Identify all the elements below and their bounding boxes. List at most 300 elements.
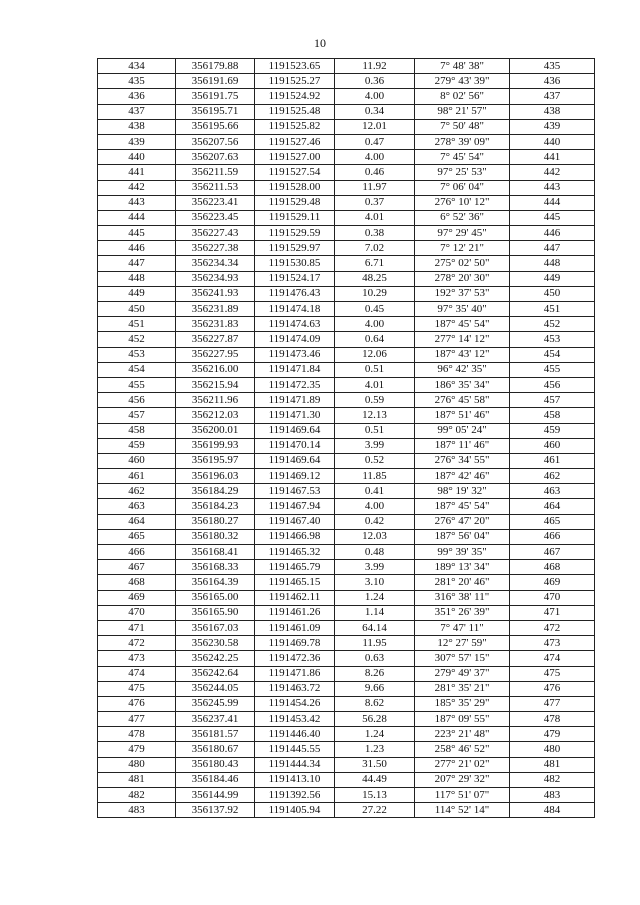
point-to-cell: 481 [510, 757, 595, 772]
y-coordinate-cell: 1191445.55 [255, 742, 335, 757]
bearing-cell: 114° 52' 14" [415, 803, 510, 818]
y-coordinate-cell: 1191527.54 [255, 165, 335, 180]
point-to-cell: 483 [510, 788, 595, 803]
distance-cell: 11.92 [335, 59, 415, 74]
point-from-cell: 463 [98, 499, 176, 514]
distance-cell: 1.14 [335, 605, 415, 620]
point-from-cell: 479 [98, 742, 176, 757]
table-row [98, 210, 595, 225]
bearing-cell: 97° 29' 45" [415, 226, 510, 241]
bearing-cell: 7° 45' 54" [415, 150, 510, 165]
y-coordinate-cell: 1191525.27 [255, 74, 335, 89]
distance-cell: 0.51 [335, 362, 415, 377]
point-from-cell: 468 [98, 575, 176, 590]
point-from-cell: 448 [98, 271, 176, 286]
y-coordinate-cell: 1191474.18 [255, 302, 335, 317]
x-coordinate-cell: 356245.99 [176, 696, 255, 711]
table-row [98, 332, 595, 347]
x-coordinate-cell: 356242.64 [176, 666, 255, 681]
bearing-cell: 276° 47' 20" [415, 514, 510, 529]
y-coordinate-cell: 1191523.65 [255, 59, 335, 74]
point-from-cell: 447 [98, 256, 176, 271]
distance-cell: 10.29 [335, 286, 415, 301]
point-from-cell: 453 [98, 347, 176, 362]
bearing-cell: 276° 45' 58" [415, 393, 510, 408]
x-coordinate-cell: 356167.03 [176, 620, 255, 635]
bearing-cell: 187° 43' 12" [415, 347, 510, 362]
x-coordinate-cell: 356168.33 [176, 560, 255, 575]
y-coordinate-cell: 1191446.40 [255, 727, 335, 742]
y-coordinate-cell: 1191529.48 [255, 195, 335, 210]
point-to-cell: 467 [510, 545, 595, 560]
y-coordinate-cell: 1191466.98 [255, 529, 335, 544]
point-from-cell: 475 [98, 681, 176, 696]
point-to-cell: 456 [510, 377, 595, 392]
point-from-cell: 455 [98, 377, 176, 392]
point-from-cell: 437 [98, 104, 176, 119]
point-from-cell: 471 [98, 620, 176, 635]
bearing-cell: 187° 56' 04" [415, 529, 510, 544]
bearing-cell: 279° 43' 39" [415, 74, 510, 89]
bearing-cell: 7° 47' 11" [415, 620, 510, 635]
table-row [98, 286, 595, 301]
distance-cell: 0.52 [335, 453, 415, 468]
x-coordinate-cell: 356184.23 [176, 499, 255, 514]
table-row [98, 119, 595, 134]
point-to-cell: 461 [510, 453, 595, 468]
point-to-cell: 464 [510, 499, 595, 514]
point-from-cell: 470 [98, 605, 176, 620]
y-coordinate-cell: 1191474.63 [255, 317, 335, 332]
x-coordinate-cell: 356241.93 [176, 286, 255, 301]
y-coordinate-cell: 1191453.42 [255, 712, 335, 727]
point-to-cell: 441 [510, 150, 595, 165]
table-row [98, 681, 595, 696]
table-row [98, 165, 595, 180]
distance-cell: 0.37 [335, 195, 415, 210]
table-row [98, 104, 595, 119]
point-from-cell: 466 [98, 545, 176, 560]
point-from-cell: 449 [98, 286, 176, 301]
point-to-cell: 470 [510, 590, 595, 605]
distance-cell: 0.36 [335, 74, 415, 89]
x-coordinate-cell: 356216.00 [176, 362, 255, 377]
x-coordinate-cell: 356231.83 [176, 317, 255, 332]
point-from-cell: 457 [98, 408, 176, 423]
distance-cell: 12.01 [335, 119, 415, 134]
x-coordinate-cell: 356223.45 [176, 210, 255, 225]
distance-cell: 8.26 [335, 666, 415, 681]
point-to-cell: 459 [510, 423, 595, 438]
point-to-cell: 451 [510, 302, 595, 317]
point-to-cell: 435 [510, 59, 595, 74]
bearing-cell: 276° 10' 12" [415, 195, 510, 210]
point-from-cell: 465 [98, 529, 176, 544]
point-to-cell: 462 [510, 469, 595, 484]
point-from-cell: 441 [98, 165, 176, 180]
point-to-cell: 466 [510, 529, 595, 544]
bearing-cell: 186° 35' 34" [415, 377, 510, 392]
distance-cell: 0.46 [335, 165, 415, 180]
distance-cell: 0.48 [335, 545, 415, 560]
distance-cell: 0.38 [335, 226, 415, 241]
point-from-cell: 474 [98, 666, 176, 681]
point-to-cell: 468 [510, 560, 595, 575]
point-to-cell: 475 [510, 666, 595, 681]
bearing-cell: 185° 35' 29" [415, 696, 510, 711]
x-coordinate-cell: 356211.96 [176, 393, 255, 408]
x-coordinate-cell: 356196.03 [176, 469, 255, 484]
x-coordinate-cell: 356179.88 [176, 59, 255, 74]
bearing-cell: 187° 11' 46" [415, 438, 510, 453]
distance-cell: 0.41 [335, 484, 415, 499]
point-to-cell: 480 [510, 742, 595, 757]
x-coordinate-cell: 356234.93 [176, 271, 255, 286]
distance-cell: 9.66 [335, 681, 415, 696]
bearing-cell: 98° 19' 32" [415, 484, 510, 499]
table-row [98, 393, 595, 408]
point-to-cell: 484 [510, 803, 595, 818]
y-coordinate-cell: 1191469.12 [255, 469, 335, 484]
distance-cell: 11.95 [335, 636, 415, 651]
table-row [98, 696, 595, 711]
y-coordinate-cell: 1191530.85 [255, 256, 335, 271]
point-from-cell: 439 [98, 134, 176, 149]
y-coordinate-cell: 1191463.72 [255, 681, 335, 696]
point-from-cell: 452 [98, 332, 176, 347]
table-row [98, 499, 595, 514]
table-row [98, 529, 595, 544]
point-to-cell: 460 [510, 438, 595, 453]
y-coordinate-cell: 1191472.35 [255, 377, 335, 392]
bearing-cell: 187° 45' 54" [415, 317, 510, 332]
table-body [98, 59, 595, 818]
bearing-cell: 8° 02' 56" [415, 89, 510, 104]
x-coordinate-cell: 356211.59 [176, 165, 255, 180]
table-row [98, 362, 595, 377]
bearing-cell: 279° 49' 37" [415, 666, 510, 681]
y-coordinate-cell: 1191413.10 [255, 772, 335, 787]
point-to-cell: 440 [510, 134, 595, 149]
y-coordinate-cell: 1191465.32 [255, 545, 335, 560]
point-to-cell: 448 [510, 256, 595, 271]
y-coordinate-cell: 1191462.11 [255, 590, 335, 605]
point-from-cell: 434 [98, 59, 176, 74]
y-coordinate-cell: 1191476.43 [255, 286, 335, 301]
table-row [98, 438, 595, 453]
table-row [98, 742, 595, 757]
x-coordinate-cell: 356195.97 [176, 453, 255, 468]
y-coordinate-cell: 1191524.17 [255, 271, 335, 286]
x-coordinate-cell: 356165.00 [176, 590, 255, 605]
point-to-cell: 476 [510, 681, 595, 696]
table-row [98, 74, 595, 89]
point-from-cell: 483 [98, 803, 176, 818]
point-from-cell: 462 [98, 484, 176, 499]
y-coordinate-cell: 1191525.48 [255, 104, 335, 119]
bearing-cell: 223° 21' 48" [415, 727, 510, 742]
point-to-cell: 446 [510, 226, 595, 241]
point-from-cell: 467 [98, 560, 176, 575]
point-from-cell: 450 [98, 302, 176, 317]
table-row [98, 377, 595, 392]
bearing-cell: 7° 48' 38" [415, 59, 510, 74]
x-coordinate-cell: 356207.63 [176, 150, 255, 165]
distance-cell: 1.23 [335, 742, 415, 757]
y-coordinate-cell: 1191524.92 [255, 89, 335, 104]
x-coordinate-cell: 356144.99 [176, 788, 255, 803]
point-to-cell: 443 [510, 180, 595, 195]
distance-cell: 4.01 [335, 210, 415, 225]
bearing-cell: 307° 57' 15" [415, 651, 510, 666]
table-row [98, 226, 595, 241]
y-coordinate-cell: 1191529.11 [255, 210, 335, 225]
point-from-cell: 481 [98, 772, 176, 787]
point-from-cell: 477 [98, 712, 176, 727]
bearing-cell: 275° 02' 50" [415, 256, 510, 271]
distance-cell: 4.01 [335, 377, 415, 392]
bearing-cell: 187° 45' 54" [415, 499, 510, 514]
distance-cell: 12.13 [335, 408, 415, 423]
y-coordinate-cell: 1191474.09 [255, 332, 335, 347]
table-row [98, 150, 595, 165]
point-from-cell: 444 [98, 210, 176, 225]
distance-cell: 8.62 [335, 696, 415, 711]
table-row [98, 453, 595, 468]
y-coordinate-cell: 1191454.26 [255, 696, 335, 711]
x-coordinate-cell: 356211.53 [176, 180, 255, 195]
distance-cell: 6.71 [335, 256, 415, 271]
y-coordinate-cell: 1191471.89 [255, 393, 335, 408]
x-coordinate-cell: 356215.94 [176, 377, 255, 392]
point-to-cell: 472 [510, 620, 595, 635]
distance-cell: 3.99 [335, 560, 415, 575]
page-number: 10 [314, 36, 326, 50]
point-from-cell: 460 [98, 453, 176, 468]
bearing-cell: 278° 20' 30" [415, 271, 510, 286]
distance-cell: 4.00 [335, 150, 415, 165]
point-from-cell: 440 [98, 150, 176, 165]
distance-cell: 11.85 [335, 469, 415, 484]
distance-cell: 31.50 [335, 757, 415, 772]
bearing-cell: 97° 25' 53" [415, 165, 510, 180]
table-row [98, 651, 595, 666]
table-row [98, 712, 595, 727]
y-coordinate-cell: 1191529.59 [255, 226, 335, 241]
point-from-cell: 443 [98, 195, 176, 210]
point-to-cell: 477 [510, 696, 595, 711]
point-from-cell: 442 [98, 180, 176, 195]
bearing-cell: 7° 12' 21" [415, 241, 510, 256]
distance-cell: 12.03 [335, 529, 415, 544]
x-coordinate-cell: 356184.29 [176, 484, 255, 499]
bearing-cell: 96° 42' 35" [415, 362, 510, 377]
point-from-cell: 476 [98, 696, 176, 711]
x-coordinate-cell: 356227.38 [176, 241, 255, 256]
point-to-cell: 465 [510, 514, 595, 529]
y-coordinate-cell: 1191469.64 [255, 453, 335, 468]
y-coordinate-cell: 1191472.36 [255, 651, 335, 666]
point-to-cell: 454 [510, 347, 595, 362]
x-coordinate-cell: 356168.41 [176, 545, 255, 560]
point-to-cell: 442 [510, 165, 595, 180]
bearing-cell: 277° 21' 02" [415, 757, 510, 772]
y-coordinate-cell: 1191467.53 [255, 484, 335, 499]
point-from-cell: 461 [98, 469, 176, 484]
table-row [98, 788, 595, 803]
y-coordinate-cell: 1191470.14 [255, 438, 335, 453]
point-to-cell: 439 [510, 119, 595, 134]
x-coordinate-cell: 356207.56 [176, 134, 255, 149]
y-coordinate-cell: 1191471.30 [255, 408, 335, 423]
x-coordinate-cell: 356234.34 [176, 256, 255, 271]
table-row [98, 408, 595, 423]
bearing-cell: 187° 09' 55" [415, 712, 510, 727]
point-to-cell: 444 [510, 195, 595, 210]
table-row [98, 545, 595, 560]
y-coordinate-cell: 1191469.64 [255, 423, 335, 438]
x-coordinate-cell: 356242.25 [176, 651, 255, 666]
table-row [98, 469, 595, 484]
bearing-cell: 276° 34' 55" [415, 453, 510, 468]
point-to-cell: 452 [510, 317, 595, 332]
distance-cell: 0.64 [335, 332, 415, 347]
point-to-cell: 436 [510, 74, 595, 89]
point-to-cell: 438 [510, 104, 595, 119]
coordinates-table [97, 58, 595, 818]
point-from-cell: 469 [98, 590, 176, 605]
x-coordinate-cell: 356227.87 [176, 332, 255, 347]
point-to-cell: 479 [510, 727, 595, 742]
distance-cell: 3.99 [335, 438, 415, 453]
distance-cell: 64.14 [335, 620, 415, 635]
table-row [98, 605, 595, 620]
point-to-cell: 455 [510, 362, 595, 377]
point-from-cell: 473 [98, 651, 176, 666]
distance-cell: 48.25 [335, 271, 415, 286]
table-row [98, 514, 595, 529]
y-coordinate-cell: 1191471.84 [255, 362, 335, 377]
x-coordinate-cell: 356180.67 [176, 742, 255, 757]
distance-cell: 0.47 [335, 134, 415, 149]
point-from-cell: 480 [98, 757, 176, 772]
bearing-cell: 316° 38' 11" [415, 590, 510, 605]
point-to-cell: 449 [510, 271, 595, 286]
y-coordinate-cell: 1191467.40 [255, 514, 335, 529]
bearing-cell: 278° 39' 09" [415, 134, 510, 149]
bearing-cell: 277° 14' 12" [415, 332, 510, 347]
point-from-cell: 472 [98, 636, 176, 651]
distance-cell: 11.97 [335, 180, 415, 195]
distance-cell: 3.10 [335, 575, 415, 590]
table-row [98, 803, 595, 818]
table-row [98, 134, 595, 149]
distance-cell: 15.13 [335, 788, 415, 803]
y-coordinate-cell: 1191528.00 [255, 180, 335, 195]
distance-cell: 1.24 [335, 727, 415, 742]
point-to-cell: 474 [510, 651, 595, 666]
bearing-cell: 7° 06' 04" [415, 180, 510, 195]
table-row [98, 484, 595, 499]
bearing-cell: 351° 26' 39" [415, 605, 510, 620]
y-coordinate-cell: 1191444.34 [255, 757, 335, 772]
x-coordinate-cell: 356237.41 [176, 712, 255, 727]
point-from-cell: 458 [98, 423, 176, 438]
point-to-cell: 471 [510, 605, 595, 620]
point-from-cell: 478 [98, 727, 176, 742]
bearing-cell: 97° 35' 40" [415, 302, 510, 317]
y-coordinate-cell: 1191465.15 [255, 575, 335, 590]
bearing-cell: 187° 42' 46" [415, 469, 510, 484]
y-coordinate-cell: 1191392.56 [255, 788, 335, 803]
bearing-cell: 258° 46' 52" [415, 742, 510, 757]
distance-cell: 7.02 [335, 241, 415, 256]
table-row [98, 575, 595, 590]
bearing-cell: 99° 39' 35" [415, 545, 510, 560]
bearing-cell: 189° 13' 34" [415, 560, 510, 575]
x-coordinate-cell: 356191.69 [176, 74, 255, 89]
x-coordinate-cell: 356227.95 [176, 347, 255, 362]
x-coordinate-cell: 356180.43 [176, 757, 255, 772]
table-row [98, 317, 595, 332]
table-row [98, 302, 595, 317]
table-row [98, 423, 595, 438]
point-to-cell: 458 [510, 408, 595, 423]
x-coordinate-cell: 356180.27 [176, 514, 255, 529]
point-to-cell: 447 [510, 241, 595, 256]
y-coordinate-cell: 1191527.46 [255, 134, 335, 149]
x-coordinate-cell: 356244.05 [176, 681, 255, 696]
bearing-cell: 187° 51' 46" [415, 408, 510, 423]
distance-cell: 0.45 [335, 302, 415, 317]
y-coordinate-cell: 1191527.00 [255, 150, 335, 165]
x-coordinate-cell: 356181.57 [176, 727, 255, 742]
table-row [98, 590, 595, 605]
bearing-cell: 12° 27' 59" [415, 636, 510, 651]
point-to-cell: 453 [510, 332, 595, 347]
table-row [98, 772, 595, 787]
point-to-cell: 437 [510, 89, 595, 104]
x-coordinate-cell: 356231.89 [176, 302, 255, 317]
point-from-cell: 456 [98, 393, 176, 408]
distance-cell: 4.00 [335, 499, 415, 514]
table-row [98, 620, 595, 635]
x-coordinate-cell: 356137.92 [176, 803, 255, 818]
x-coordinate-cell: 356200.01 [176, 423, 255, 438]
point-from-cell: 436 [98, 89, 176, 104]
x-coordinate-cell: 356227.43 [176, 226, 255, 241]
table-row [98, 241, 595, 256]
table-row [98, 59, 595, 74]
distance-cell: 44.49 [335, 772, 415, 787]
bearing-cell: 281° 20' 46" [415, 575, 510, 590]
point-from-cell: 451 [98, 317, 176, 332]
x-coordinate-cell: 356164.39 [176, 575, 255, 590]
y-coordinate-cell: 1191525.82 [255, 119, 335, 134]
bearing-cell: 7° 50' 48" [415, 119, 510, 134]
table-row [98, 180, 595, 195]
point-from-cell: 464 [98, 514, 176, 529]
x-coordinate-cell: 356191.75 [176, 89, 255, 104]
distance-cell: 12.06 [335, 347, 415, 362]
distance-cell: 56.28 [335, 712, 415, 727]
x-coordinate-cell: 356184.46 [176, 772, 255, 787]
point-from-cell: 454 [98, 362, 176, 377]
distance-cell: 0.59 [335, 393, 415, 408]
bearing-cell: 6° 52' 36" [415, 210, 510, 225]
x-coordinate-cell: 356180.32 [176, 529, 255, 544]
table-row [98, 560, 595, 575]
